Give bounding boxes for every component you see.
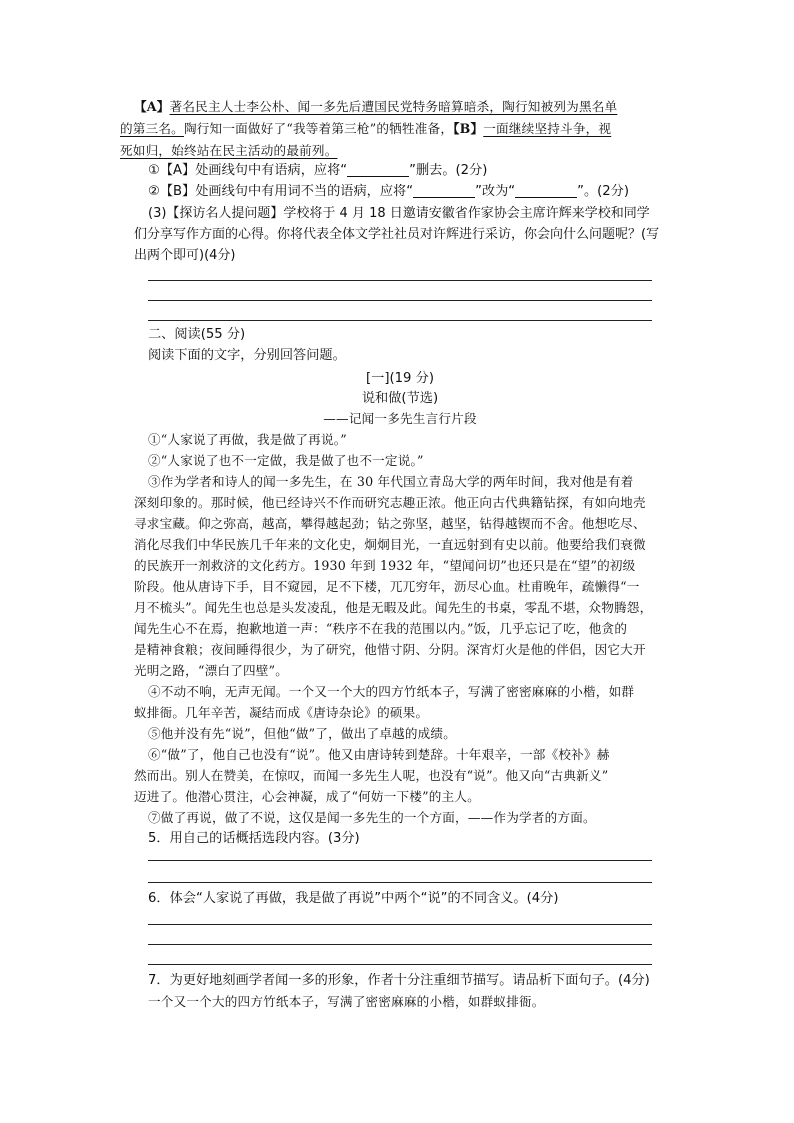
q4-item-1 [148, 160, 658, 182]
question-5: 5．用自己的话概括选段内容。(3分) [148, 831, 360, 846]
q4-item-2-text-a: ②【B】处画线句中有用词不当的语病，应将“ [148, 184, 414, 199]
paragraph-3-line: 是精神食粮；夜间睡得很少，为了研究，他惜寸阴、分阴。深宵灯火是他的伴侣，因它大开 [134, 642, 646, 657]
paragraph-3-line: 寻求宝藏。仰之弥高，越高，攀得越起劲；钻之弥坚，越坚，钻得越锲而不舍。他想吃尽、 [134, 516, 646, 531]
paragraph-5: ⑤他并没有先“说”，但他“做”了，做出了卓越的成绩。 [148, 726, 457, 741]
passage-title: 说和做(节选) [361, 391, 439, 406]
answer-blank-1[interactable] [347, 162, 409, 177]
paragraph-1: ①“人家说了再做，我是做了再说。” [148, 432, 347, 447]
paragraph-3-line: 消化尽我们中华民族几千年来的文化史，炯炯目光，一直远射到有史以前。他要给我们衰微 [134, 537, 646, 552]
paragraph-6-line: ⑥“做”了，他自己也没有“说”。他又由唐诗转到楚辞。十年艰辛，一部《校补》赫 [148, 747, 610, 762]
underlined-sentence-b: 一面继续坚持斗争，视 [483, 121, 612, 136]
paragraph-4-line: ④不动不响，无声无闻。一个又一个大的四方竹纸本子，写满了密密麻麻的小楷，如群 [148, 684, 635, 699]
paragraph-3-line: ③作为学者和诗人的闻一多先生，在 30 年代国立青岛大学的两年时间，我对他是有着 [148, 474, 634, 489]
answer-line[interactable] [148, 964, 652, 965]
paragraph-3-line: 光明之路，“漂白了四壁”。 [134, 663, 289, 678]
question-7: 7．为更好地刻画学者闻一多的形象，作者十分注重细节描写。请品析下面句子。(4分) [148, 973, 650, 988]
section-instruction: 阅读下面的文字，分别回答问题。 [148, 348, 346, 363]
q4-item-1-text-b: ”删去。(2分) [409, 163, 488, 178]
underlined-sentence-a: 著名民主人士李公朴、闻一多先后遭国民党特务暗算暗杀，陶行知被列为黑名单 [169, 99, 618, 114]
question-6: 6．体会“人家说了再做，我是做了再说”中两个“说”的不同含义。(4分) [148, 891, 559, 906]
material-line-3 [120, 140, 630, 162]
paragraph-7: ⑦做了再说，做了不说，这仅是闻一多先生的一个方面，——作为学者的方面。 [148, 810, 596, 825]
q4-item-2-text-b: ”改为“ [475, 184, 516, 199]
q4-item-1-text-a: ①【A】处画线句中有语病，应将“ [148, 163, 348, 178]
paragraph-6-line: 然而出。别人在赞美，在惊叹，而闻一多先生人呢，也没有“说”。他又向“古典新义” [134, 768, 609, 783]
paragraph-3-line: 深刻印象的。那时候，他已经诗兴不作而研究志趣正浓。他正向古代典籍钻探，有如向地壳 [134, 495, 646, 510]
q4-item-2-text-c: ”。(2分) [577, 184, 630, 199]
paragraph-3-line: 的民族开一剂救济的文化药方。1930 年到 1932 年，“望闻问切”也还只是在“望”的初级 [134, 558, 636, 573]
marker-a: 【A】 [134, 99, 170, 114]
q3-line-3: 出两个即可)(4分) [134, 248, 236, 263]
material-line-1 [134, 96, 664, 118]
answer-line[interactable] [148, 882, 652, 883]
paragraph-3-line: 阶段。他从唐诗下手，目不窥园，足不下楼，兀兀穷年，沥尽心血。杜甫晚年，疏懒得“一 [134, 579, 640, 594]
material-line-2 [120, 118, 665, 140]
answer-blank-2[interactable] [413, 183, 475, 198]
underlined-sentence-a-end: 的第三名。 [120, 121, 184, 136]
paragraph-4-line: 蚁排衙。几年辛苦，凝结而成《唐诗杂论》的硕果。 [134, 705, 429, 720]
answer-line[interactable] [148, 860, 652, 861]
passage-part-label: [一](19 分) [366, 371, 434, 386]
q3-line-1: (3)【探访名人提问题】学校将于 4 月 18 日邀请安徽省作家协会主席许辉来学校和同学 [148, 206, 650, 221]
answer-line[interactable] [148, 924, 652, 925]
underlined-sentence-b-end: 死如归，始终站在民主活动的最前列。 [120, 143, 338, 158]
material-plain-text: 陶行知一面做好了“我等着第三枪”的牺牲准备， [183, 121, 454, 136]
answer-blank-3[interactable] [515, 183, 577, 198]
section-heading: 二、阅读(55 分) [148, 327, 246, 342]
passage-subtitle: ——记闻一多先生言行片段 [323, 411, 477, 426]
paragraph-3-line: 闻先生心不在焉，抱歉地道一声：“秩序不在我的范围以内。”饭，几乎忘记了吃，他贪的 [134, 621, 628, 636]
answer-line[interactable] [148, 280, 652, 281]
paragraph-6-line: 迈进了。他潜心贯注，心会神凝，成了“何妨一下楼”的主人。 [134, 789, 480, 804]
paragraph-3-line: 月不梳头”。闻先生也总是头发凌乱，他是无暇及此。闻先生的书桌，零乱不堪，众物腾怨， [134, 600, 653, 615]
paragraph-2: ②“人家说了也不一定做，我是做了也不一定说。” [148, 453, 424, 468]
answer-line[interactable] [148, 320, 652, 321]
q4-item-2 [148, 181, 658, 203]
q3-line-2: 们分享写作方面的心得。你将代表全体文学社社员对许辉进行采访，你会向什么问题呢？(写 [134, 227, 660, 242]
answer-line[interactable] [148, 944, 652, 945]
answer-line[interactable] [148, 300, 652, 301]
marker-b: 【B】 [453, 121, 484, 136]
question-7-quote: 一个又一个大的四方竹纸本子，写满了密密麻麻的小楷，如群蚁排衙。 [148, 994, 545, 1009]
